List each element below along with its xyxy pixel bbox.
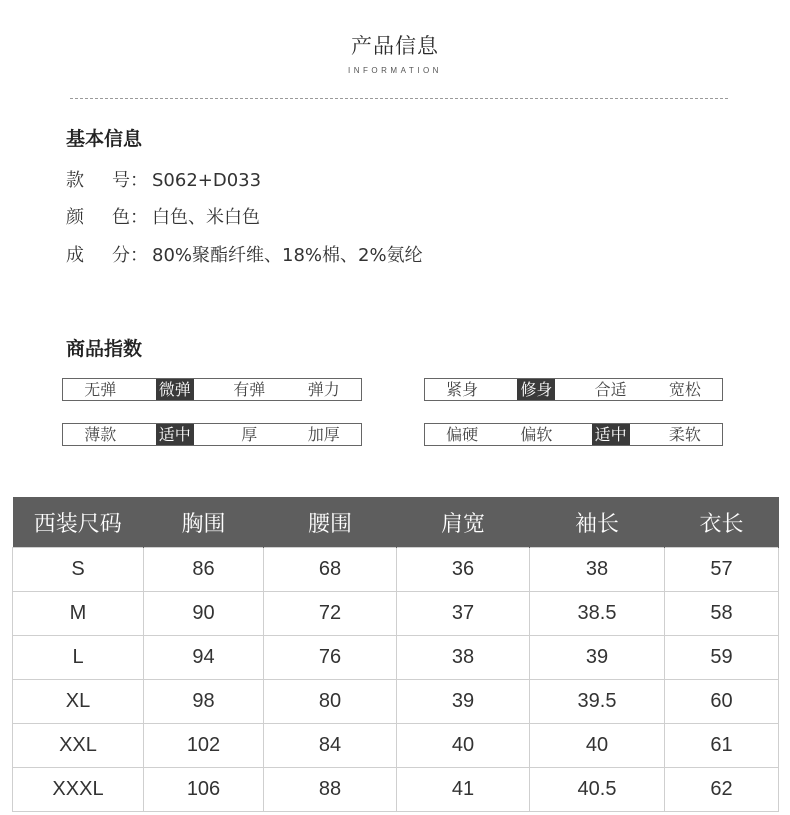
fit-scale: [424, 378, 723, 401]
table-cell: 68: [264, 548, 397, 592]
table-cell: 58: [665, 592, 779, 636]
info-value-material: 80%聚酯纤维、18%棉、2%氨纶: [152, 245, 423, 266]
table-cell: 94: [144, 636, 264, 680]
scale-option: 无弹: [84, 380, 117, 399]
product-index-title: 商品指数: [66, 338, 143, 360]
table-cell: 57: [665, 548, 779, 592]
table-row: [13, 592, 779, 636]
table-row: [13, 768, 779, 812]
table-cell: 102: [144, 724, 264, 768]
table-cell: 38: [530, 548, 665, 592]
table-cell: 41: [397, 768, 530, 812]
info-row-color: [66, 203, 260, 229]
info-label-a: 颜: [66, 207, 84, 228]
table-cell: 86: [144, 548, 264, 592]
table-cell: 62: [665, 768, 779, 812]
table-cell: 90: [144, 592, 264, 636]
scale-option: 加厚: [307, 425, 340, 444]
table-cell: 40.5: [530, 768, 665, 812]
info-row-material: [66, 241, 423, 267]
table-cell: 39.5: [530, 680, 665, 724]
header-waist: 腰围: [264, 497, 397, 548]
scale-option: 紧身: [446, 380, 479, 399]
page-title: 产品信息: [351, 34, 439, 58]
scale-option: 有弹: [233, 380, 266, 399]
table-cell: 88: [264, 768, 397, 812]
softness-scale: [424, 423, 723, 446]
info-label-b: 分：: [112, 245, 148, 266]
info-label-a: 款: [66, 170, 84, 191]
scale-option: 薄款: [84, 425, 117, 444]
table-row: [13, 636, 779, 680]
table-cell: 80: [264, 680, 397, 724]
header-size: 西装尺码: [13, 497, 144, 548]
scale-option: 厚: [241, 425, 258, 444]
scale-option: 弹力: [307, 380, 340, 399]
basic-info-title: 基本信息: [66, 128, 143, 150]
table-row: [13, 548, 779, 592]
info-row-style: [66, 166, 261, 192]
info-value-color: 白色、米白色: [152, 207, 260, 228]
info-label-a: 成: [66, 245, 84, 266]
info-label-b: 色：: [112, 207, 148, 228]
scale-option: 适中: [138, 424, 213, 445]
table-cell: S: [13, 548, 144, 592]
scale-option: 适中: [574, 424, 648, 445]
table-cell: 98: [144, 680, 264, 724]
table-cell: 106: [144, 768, 264, 812]
scale-option: 微弹: [138, 379, 213, 400]
header-shoulder: 肩宽: [397, 497, 530, 548]
size-chart-table: [12, 497, 779, 812]
table-cell: 36: [397, 548, 530, 592]
size-table-header: [13, 497, 779, 548]
page-subtitle: INFORMATION: [348, 66, 442, 75]
table-cell: XXL: [13, 724, 144, 768]
table-cell: L: [13, 636, 144, 680]
table-row: [13, 680, 779, 724]
scale-option: 偏软: [520, 425, 553, 444]
scale-option: 偏硬: [446, 425, 479, 444]
scale-option: 宽松: [668, 380, 701, 399]
scale-option: 柔软: [668, 425, 701, 444]
header-sleeve: 袖长: [530, 497, 665, 548]
table-cell: 76: [264, 636, 397, 680]
table-cell: 38.5: [530, 592, 665, 636]
table-cell: XXXL: [13, 768, 144, 812]
table-cell: 72: [264, 592, 397, 636]
table-cell: 40: [530, 724, 665, 768]
table-cell: 37: [397, 592, 530, 636]
table-cell: 60: [665, 680, 779, 724]
info-value-style: S062+D033: [152, 170, 262, 191]
table-cell: M: [13, 592, 144, 636]
scale-option: 修身: [499, 379, 573, 400]
thickness-scale: [62, 423, 362, 446]
header-length: 衣长: [665, 497, 779, 548]
table-cell: 61: [665, 724, 779, 768]
table-cell: 39: [530, 636, 665, 680]
table-cell: 38: [397, 636, 530, 680]
info-label-b: 号：: [112, 170, 148, 191]
table-cell: 59: [665, 636, 779, 680]
table-cell: 40: [397, 724, 530, 768]
header-chest: 胸围: [144, 497, 264, 548]
dashed-divider: [70, 98, 728, 99]
table-cell: 39: [397, 680, 530, 724]
table-cell: 84: [264, 724, 397, 768]
table-cell: XL: [13, 680, 144, 724]
elasticity-scale: [62, 378, 362, 401]
scale-option: 合适: [594, 380, 627, 399]
table-row: [13, 724, 779, 768]
